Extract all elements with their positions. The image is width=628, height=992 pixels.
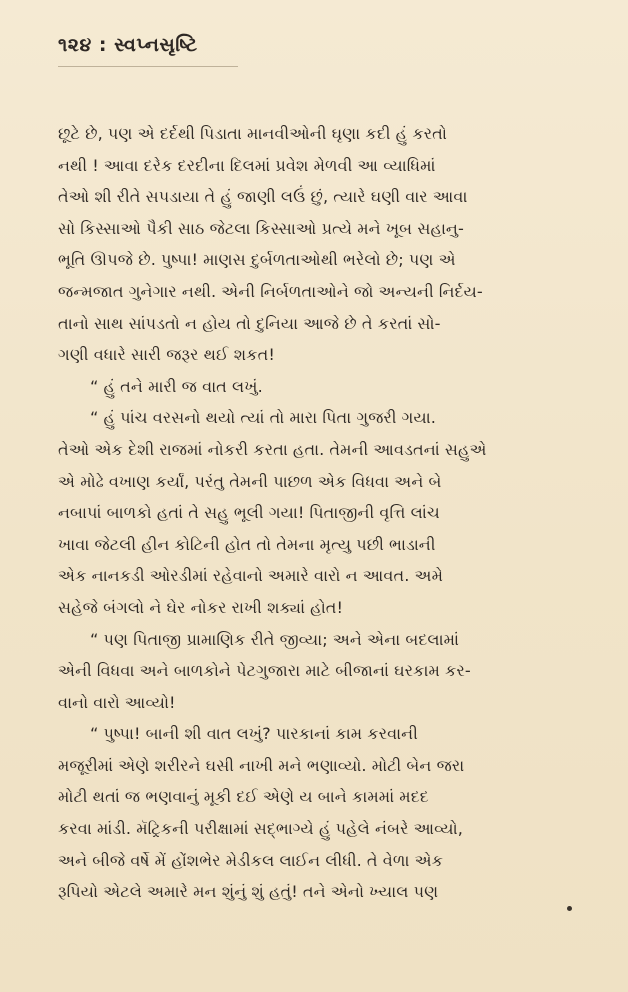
text-line: અને બીજે વર્ષે મેં હોંશભેર મેડીકલ લાઈન લીધી. તે વેળા એક	[58, 850, 444, 870]
text-line: તાનો સાથ સાંપડતો ન હોય તો દુનિયા આજે છે તે કરતાં સો-	[58, 313, 441, 333]
text-line: “ હું તને મારી જ વાત લખું.	[90, 376, 263, 396]
paragraph-3	[58, 402, 578, 623]
text-line: એની વિધવા અને બાળકોને પેટગુજારા માટે બીજાનાં ઘરકામ કર-	[58, 661, 471, 681]
text-line: “ પણ પિતાજી પ્રામાણિક રીતે જીવ્યા; અને એના બદલામાં	[90, 629, 460, 649]
paragraph-5	[58, 718, 578, 908]
text-line: સો કિસ્સાઓ પૈકી સાઠ જેટલા કિસ્સાઓ પ્રત્યે મને ખૂબ સહાનુ-	[58, 218, 464, 238]
text-line: વાનો વારો આવ્યો!	[58, 692, 176, 712]
page-body	[58, 118, 578, 908]
paragraph-1	[58, 118, 578, 371]
text-line: એક નાનકડી ઓરડીમાં રહેવાનો અમારે વારો ન આવત. અમે	[58, 566, 444, 586]
header-underline	[58, 66, 238, 67]
page-header: ૧૨૪ : સ્વપ્નસૃષ્ટિ	[58, 34, 198, 56]
text-line: તેઓ શી રીતે સપડાયા તે હું જાણી લઉં છું, ત્યારે ઘણી વાર આવા	[58, 187, 468, 207]
text-line: “ હું પાંચ વરસનો થયો ત્યાં તો મારા પિતા ગુજરી ગયા.	[90, 408, 436, 428]
text-line: ખાવા જેટલી હીન કોટિની હોત તો તેમના મૃત્યુ પછી ભાડાની	[58, 534, 436, 554]
text-line: એ મોઢે વખાણ કર્યાં, પરંતુ તેમની પાછળ એક વિધવા અને બે	[58, 471, 442, 491]
text-line: મોટી થતાં જ ભણવાનું મૂકી દઈ એણે ય બાને કામમાં મદદ	[58, 787, 429, 807]
text-line: નબાપાં બાળકો હતાં તે સહુ ભૂલી ગયા! પિતાજીની વૃત્તિ લાંચ	[58, 503, 440, 523]
text-line: જન્મજાત ગુનેગાર નથી. એની નિર્બળતાઓને જો અન્યની નિર્દય-	[58, 281, 483, 301]
text-line: સહેજે બંગલો ને ઘેર નોકર રાખી શક્યાં હોત!	[58, 597, 343, 617]
text-line: કરવા માંડી. મૅટ્રિકની પરીક્ષામાં સદ્‌ભાગ્યે હું પહેલે નંબરે આવ્યો,	[58, 819, 463, 839]
paragraph-2	[58, 371, 578, 403]
text-line: છૂટે છે, પણ એ દર્દથી પિડાતા માનવીઓની ઘૃણા કદી હું કરતો	[58, 124, 447, 143]
text-line: ગણી વધારે સારી જરૂર થઈ શકત!	[58, 345, 275, 365]
text-line: ભૂતિ ઊપજે છે. પુષ્પા! માણસ દુર્બળતાઓથી ભરેલો છે; પણ એ	[58, 250, 456, 270]
paragraph-4	[58, 624, 578, 719]
ink-dot	[567, 906, 572, 911]
text-line: મજૂરીમાં એણે શરીરને ઘસી નાખી મને ભણાવ્યો. મોટી બેન જરા	[58, 755, 465, 775]
text-line: “ પુષ્પા! બાની શી વાત લખું? પારકાનાં કામ કરવાની	[90, 724, 418, 744]
text-line: રૂપિયો એટલે અમારે મન શુંનું શું હતું! તને એનો ખ્યાલ પણ	[58, 882, 439, 902]
text-line: તેઓ એક દેશી રાજમાં નોકરી કરતા હતા. તેમની આવડતનાં સહુએ	[58, 439, 487, 459]
text-line: નથી ! આવા દરેક દરદીના દિલમાં પ્રવેશ મેળવી આ વ્યાધિમાં	[58, 155, 436, 175]
